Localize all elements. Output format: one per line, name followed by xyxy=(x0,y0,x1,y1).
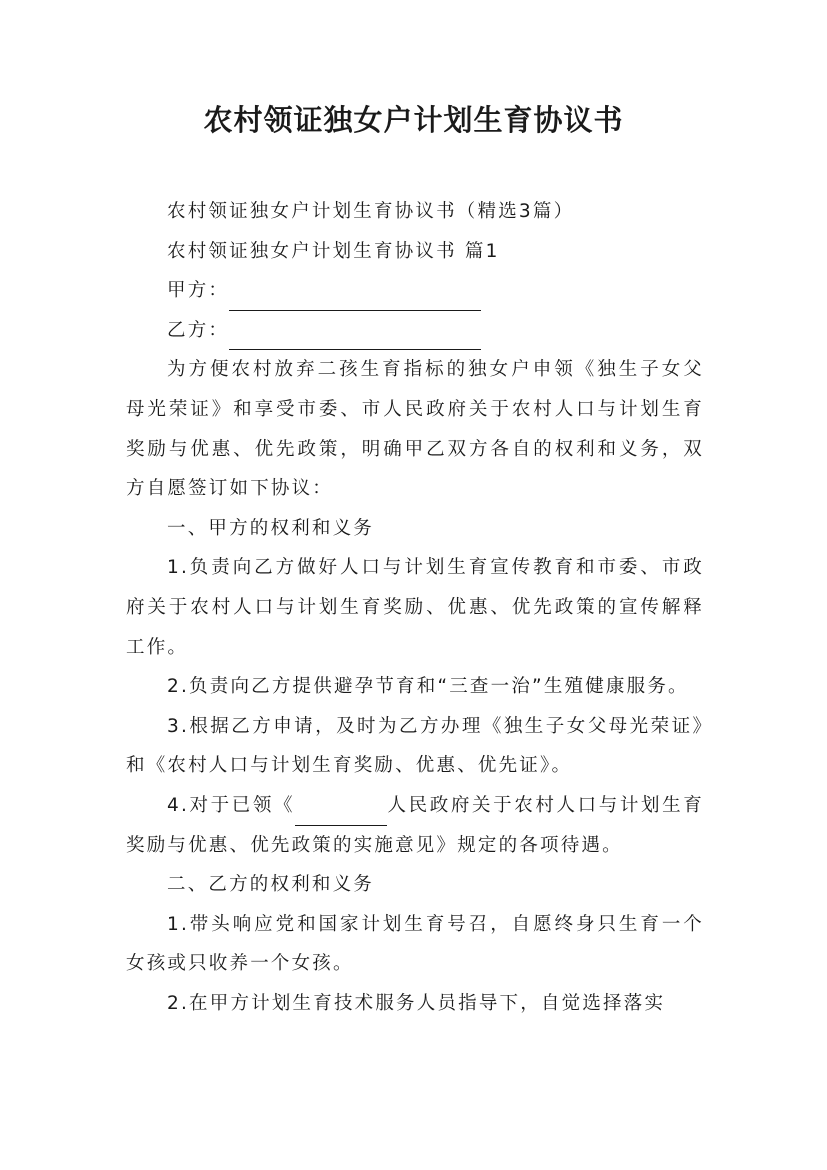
heading-party-a-rights: 一、甲方的权利和义务 xyxy=(167,517,375,539)
intro-paragraph: 为方便农村放弃二孩生育指标的独女户申领《独生子女父母光荣证》和享受市委、市人民政府关于农村人口与计划生育奖励与优惠、优先政策，明确甲乙双方各自的权利和义务，双方自愿签订如下协议： xyxy=(126,359,704,500)
party-a-item-4-post: 人民政府关于农村人口与计划生育奖励与优惠、优先政策的实施意见》规定的各项待遇。 xyxy=(126,794,704,856)
section-title: 农村领证独女户计划生育协议书 篇1 xyxy=(167,240,500,262)
party-a-item-4-blank xyxy=(295,801,387,826)
document-title: 农村领证独女户计划生育协议书 xyxy=(203,103,624,137)
party-b-blank xyxy=(229,325,481,350)
party-b-label: 乙方： xyxy=(167,319,230,341)
party-a-item-4 xyxy=(126,786,704,865)
party-b-line xyxy=(126,311,704,351)
party-a-item-1: 1.负责向乙方做好人口与计划生育宣传教育和市委、市政府关于农村人口与计划生育奖励、优惠、优先政策的宣传解释工作。 xyxy=(126,557,704,658)
party-a-label: 甲方： xyxy=(167,280,230,302)
party-a-line xyxy=(126,271,704,311)
document-subtitle: 农村领证独女户计划生育协议书（精选3篇） xyxy=(167,201,575,222)
party-a-item-2: 2.负责向乙方提供避孕节育和“三查一治”生殖健康服务。 xyxy=(167,676,689,698)
party-a-blank xyxy=(229,286,481,311)
document-body xyxy=(126,192,704,1023)
party-a-item-3: 3.根据乙方申请，及时为乙方办理《独生子女父母光荣证》和《农村人口与计划生育奖励、优惠、优先证》。 xyxy=(126,715,704,777)
heading-party-b-rights: 二、乙方的权利和义务 xyxy=(167,874,375,896)
party-a-item-4-pre: 4.对于已领《 xyxy=(167,794,296,816)
party-b-item-1: 1.带头响应党和国家计划生育号召，自愿终身只生育一个女孩或只收养一个女孩。 xyxy=(126,913,704,975)
party-b-item-2: 2.在甲方计划生育技术服务人员指导下，自觉选择落实 xyxy=(167,992,666,1014)
